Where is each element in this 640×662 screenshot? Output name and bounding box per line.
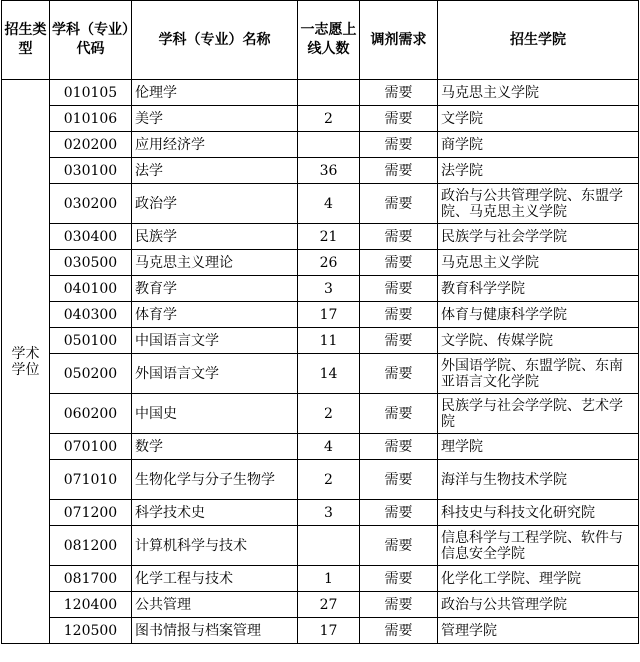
first-choice-count: 17 [298,618,360,644]
college-name: 信息科学与工程学院、软件与信息安全学院 [438,526,639,566]
college-name: 海洋与生物技术学院 [438,460,639,500]
header-need: 调剂需求 [360,1,438,80]
admission-table [1,0,639,644]
table-row [2,276,639,302]
subject-code: 081700 [50,566,132,592]
college-name: 教育科学学院 [438,276,639,302]
subject-name: 化学工程与技术 [132,566,298,592]
table-row [2,250,639,276]
subject-code: 020200 [50,132,132,158]
college-name: 商学院 [438,132,639,158]
subject-code: 071200 [50,500,132,526]
first-choice-count: 2 [298,106,360,132]
transfer-need: 需要 [360,184,438,224]
admission-type-cell: 学术学位 [2,80,50,644]
college-name: 政治与公共管理学院 [438,592,639,618]
first-choice-count: 21 [298,224,360,250]
transfer-need: 需要 [360,500,438,526]
transfer-need: 需要 [360,158,438,184]
table-row [2,566,639,592]
table-row [2,500,639,526]
table-row [2,434,639,460]
transfer-need: 需要 [360,106,438,132]
first-choice-count: 2 [298,460,360,500]
subject-name: 公共管理 [132,592,298,618]
first-choice-count: 4 [298,184,360,224]
subject-code: 030400 [50,224,132,250]
subject-code: 030500 [50,250,132,276]
subject-name: 外国语言文学 [132,354,298,394]
first-choice-count: 26 [298,250,360,276]
header-row [2,1,639,80]
transfer-need: 需要 [360,618,438,644]
table-row [2,394,639,434]
header-count: 一志愿上线人数 [298,1,360,80]
subject-code: 010106 [50,106,132,132]
transfer-need: 需要 [360,132,438,158]
college-name: 民族学与社会学学院 [438,224,639,250]
subject-code: 030100 [50,158,132,184]
subject-name: 体育学 [132,302,298,328]
subject-name: 图书情报与档案管理 [132,618,298,644]
transfer-need: 需要 [360,276,438,302]
table-row [2,302,639,328]
subject-code: 050200 [50,354,132,394]
table-row [2,328,639,354]
header-name: 学科（专业）名称 [132,1,298,80]
first-choice-count: 27 [298,592,360,618]
transfer-need: 需要 [360,328,438,354]
transfer-need: 需要 [360,566,438,592]
subject-code: 120500 [50,618,132,644]
college-name: 外国语学院、东盟学院、东南亚语言文化学院 [438,354,639,394]
college-name: 马克思主义学院 [438,250,639,276]
college-name: 化学化工学院、理学院 [438,566,639,592]
college-name: 文学院、传媒学院 [438,328,639,354]
subject-name: 数学 [132,434,298,460]
first-choice-count: 3 [298,276,360,302]
subject-code: 040300 [50,302,132,328]
transfer-need: 需要 [360,302,438,328]
subject-code: 081200 [50,526,132,566]
table-row [2,592,639,618]
college-name: 法学院 [438,158,639,184]
first-choice-count: 2 [298,394,360,434]
table-body [2,80,639,644]
first-choice-count [298,132,360,158]
subject-name: 法学 [132,158,298,184]
transfer-need: 需要 [360,460,438,500]
subject-name: 中国史 [132,394,298,434]
subject-code: 070100 [50,434,132,460]
subject-code: 060200 [50,394,132,434]
college-name: 马克思主义学院 [438,80,639,106]
first-choice-count: 3 [298,500,360,526]
college-name: 科技史与科技文化研究院 [438,500,639,526]
header-college: 招生学院 [438,1,639,80]
first-choice-count: 1 [298,566,360,592]
subject-name: 应用经济学 [132,132,298,158]
subject-code: 030200 [50,184,132,224]
subject-name: 科学技术史 [132,500,298,526]
college-name: 体育与健康科学学院 [438,302,639,328]
college-name: 民族学与社会学学院、艺术学院 [438,394,639,434]
subject-name: 政治学 [132,184,298,224]
header-code: 学科（专业）代码 [50,1,132,80]
first-choice-count [298,526,360,566]
subject-code: 010105 [50,80,132,106]
subject-name: 马克思主义理论 [132,250,298,276]
transfer-need: 需要 [360,250,438,276]
subject-name: 伦理学 [132,80,298,106]
first-choice-count: 11 [298,328,360,354]
subject-name: 美学 [132,106,298,132]
transfer-need: 需要 [360,526,438,566]
first-choice-count: 4 [298,434,360,460]
subject-code: 120400 [50,592,132,618]
subject-name: 民族学 [132,224,298,250]
transfer-need: 需要 [360,592,438,618]
transfer-need: 需要 [360,434,438,460]
header-type: 招生类型 [2,1,50,80]
first-choice-count: 36 [298,158,360,184]
subject-code: 071010 [50,460,132,500]
transfer-need: 需要 [360,80,438,106]
transfer-need: 需要 [360,394,438,434]
subject-name: 中国语言文学 [132,328,298,354]
first-choice-count [298,80,360,106]
table-row [2,158,639,184]
table-row [2,184,639,224]
college-name: 理学院 [438,434,639,460]
college-name: 政治与公共管理学院、东盟学院、马克思主义学院 [438,184,639,224]
table-row [2,526,639,566]
first-choice-count: 14 [298,354,360,394]
table-row [2,224,639,250]
table-row [2,460,639,500]
table-row [2,618,639,644]
subject-name: 教育学 [132,276,298,302]
subject-code: 040100 [50,276,132,302]
subject-name: 生物化学与分子生物学 [132,460,298,500]
table-row [2,80,639,106]
college-name: 文学院 [438,106,639,132]
first-choice-count: 17 [298,302,360,328]
college-name: 管理学院 [438,618,639,644]
subject-code: 050100 [50,328,132,354]
table-row [2,106,639,132]
subject-name: 计算机科学与技术 [132,526,298,566]
transfer-need: 需要 [360,354,438,394]
table-row [2,132,639,158]
table-row [2,354,639,394]
transfer-need: 需要 [360,224,438,250]
